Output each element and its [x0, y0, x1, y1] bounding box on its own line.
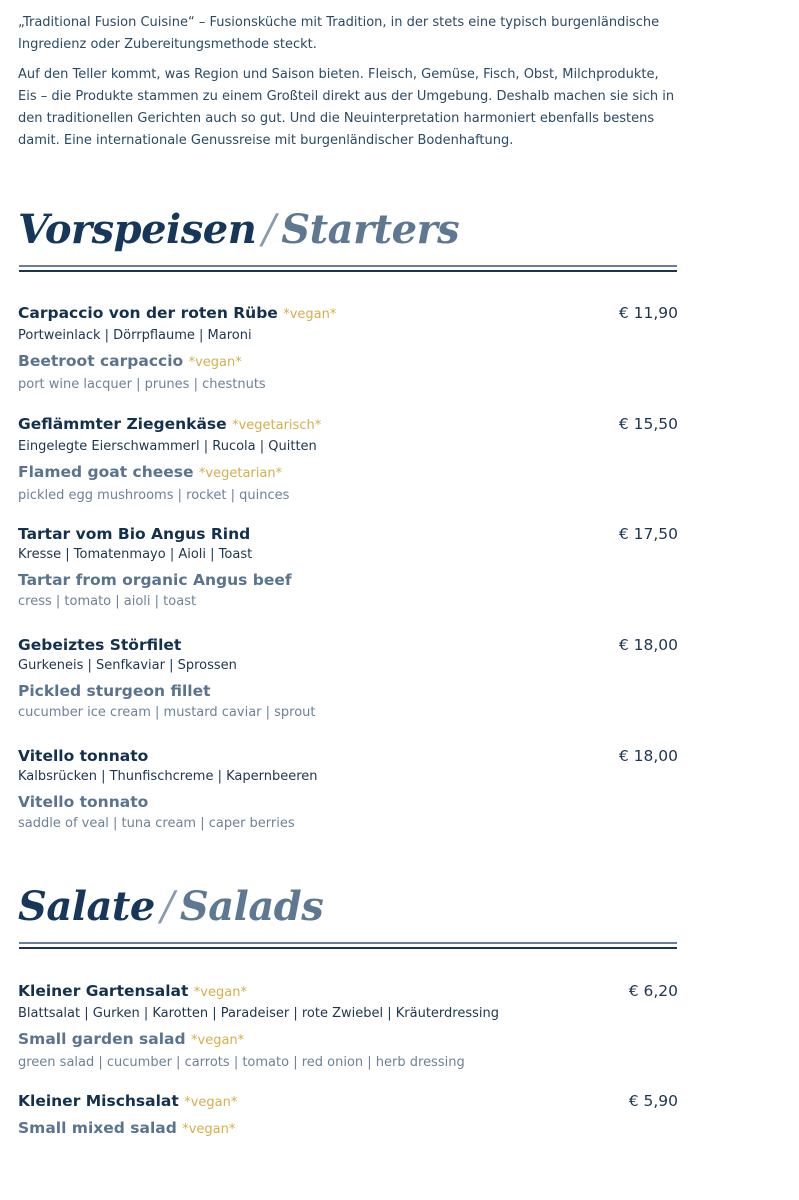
salads-heading [18, 882, 323, 932]
item-ingredients-de: Gurkeneis | Senfkaviar | Sprossen [18, 658, 237, 673]
starters-title-de: Vorspeisen [18, 206, 257, 253]
item-name-en: Vitello tonnato [18, 793, 149, 811]
intro-text [18, 12, 678, 160]
item-price: € 18,00 [618, 747, 678, 765]
item-name-de: Tartar vom Bio Angus Rind [18, 525, 251, 543]
menu-item-garden-salad [18, 980, 678, 1072]
starters-heading [18, 205, 459, 255]
item-ingredients-de: Portweinlack | Dörrpflaume | Maroni [18, 328, 252, 343]
diet-tag: *vegan* [184, 1095, 238, 1110]
item-price: € 18,00 [618, 636, 678, 654]
item-ingredients-en: saddle of veal | tuna cream | caper berries [18, 816, 295, 831]
diet-tag: *vegan* [283, 307, 337, 322]
item-name-en: Beetroot carpaccio *vegan* [18, 352, 242, 370]
starters-title-separator: / [262, 207, 276, 253]
item-name-en: Flamed goat cheese *vegetarian* [18, 463, 283, 481]
item-name-de: Kleiner Gartensalat *vegan* [18, 982, 247, 1000]
item-name-en: Small mixed salad *vegan* [18, 1119, 236, 1137]
item-price: € 6,20 [628, 982, 678, 1000]
menu-item-carpaccio [18, 302, 678, 394]
item-price: € 17,50 [618, 525, 678, 543]
item-ingredients-en: cucumber ice cream | mustard caviar | sprout [18, 705, 316, 720]
item-name-de: Kleiner Mischsalat *vegan* [18, 1092, 238, 1110]
salads-divider [19, 942, 677, 949]
item-price: € 11,90 [618, 304, 678, 322]
item-name-en: Pickled sturgeon fillet [18, 682, 211, 700]
menu-item-vitello [18, 745, 678, 833]
item-ingredients-de: Eingelegte Eierschwammerl | Rucola | Quitten [18, 439, 317, 454]
item-price: € 15,50 [618, 415, 678, 433]
item-ingredients-de: Kresse | Tomatenmayo | Aioli | Toast [18, 547, 253, 562]
salads-title-de: Salate [18, 883, 155, 930]
diet-tag: *vegan* [188, 355, 242, 370]
item-name-de: Vitello tonnato [18, 747, 149, 765]
item-name-de: Carpaccio von der roten Rübe *vegan* [18, 304, 337, 322]
item-ingredients-de: Kalbsrücken | Thunfischcreme | Kapernbeeren [18, 769, 318, 784]
item-ingredients-en: pickled egg mushrooms | rocket | quinces [18, 488, 290, 503]
menu-item-sturgeon [18, 634, 678, 722]
item-ingredients-en: green salad | cucumber | carrots | tomato | red onion | herb dressing [18, 1055, 465, 1070]
item-name-en: Tartar from organic Angus beef [18, 571, 292, 589]
intro-paragraph-2: Auf den Teller kommt, was Region und Saison bieten. Fleisch, Gemüse, Fisch, Obst, Milchprodukte, Eis – die Produkte stammen zu einem Großteil direkt aus der Umgebung. Deshalb machen sie sich in den traditionellen Gerichten auch so gut. Und die Neuinterpretation harmoniert ebenfalls bestens damit. Eine internationale Genussreise mit burgenländischer Bodenhaftung. [18, 67, 675, 148]
item-price: € 5,90 [628, 1092, 678, 1110]
menu-item-goat-cheese [18, 413, 678, 505]
diet-tag: *vegan* [193, 985, 247, 1000]
item-ingredients-de: Blattsalat | Gurken | Karotten | Paradeiser | rote Zwiebel | Kräuterdressing [18, 1006, 499, 1021]
diet-tag: *vegan* [191, 1033, 245, 1048]
salads-title-separator: / [160, 884, 174, 930]
item-name-en: Small garden salad *vegan* [18, 1030, 245, 1048]
diet-tag: *vegetarisch* [232, 418, 322, 433]
item-ingredients-en: port wine lacquer | prunes | chestnuts [18, 377, 266, 392]
starters-title-en: Starters [281, 206, 460, 253]
item-name-de: Geflämmter Ziegenkäse *vegetarisch* [18, 415, 322, 433]
menu-item-mixed-salad [18, 1090, 678, 1142]
diet-tag: *vegetarian* [198, 466, 283, 481]
diet-tag: *vegan* [182, 1122, 236, 1137]
salads-title-en: Salads [179, 883, 324, 930]
item-ingredients-en: cress | tomato | aioli | toast [18, 594, 197, 609]
item-name-de: Gebeiztes Störfilet [18, 636, 182, 654]
intro-paragraph-1: „Traditional Fusion Cuisine“ – Fusionsküche mit Tradition, in der stets eine typisch burgenländische Ingredienz oder Zubereitungsmethode steckt. [18, 15, 660, 52]
starters-divider [19, 265, 677, 272]
menu-item-tartar [18, 523, 678, 611]
